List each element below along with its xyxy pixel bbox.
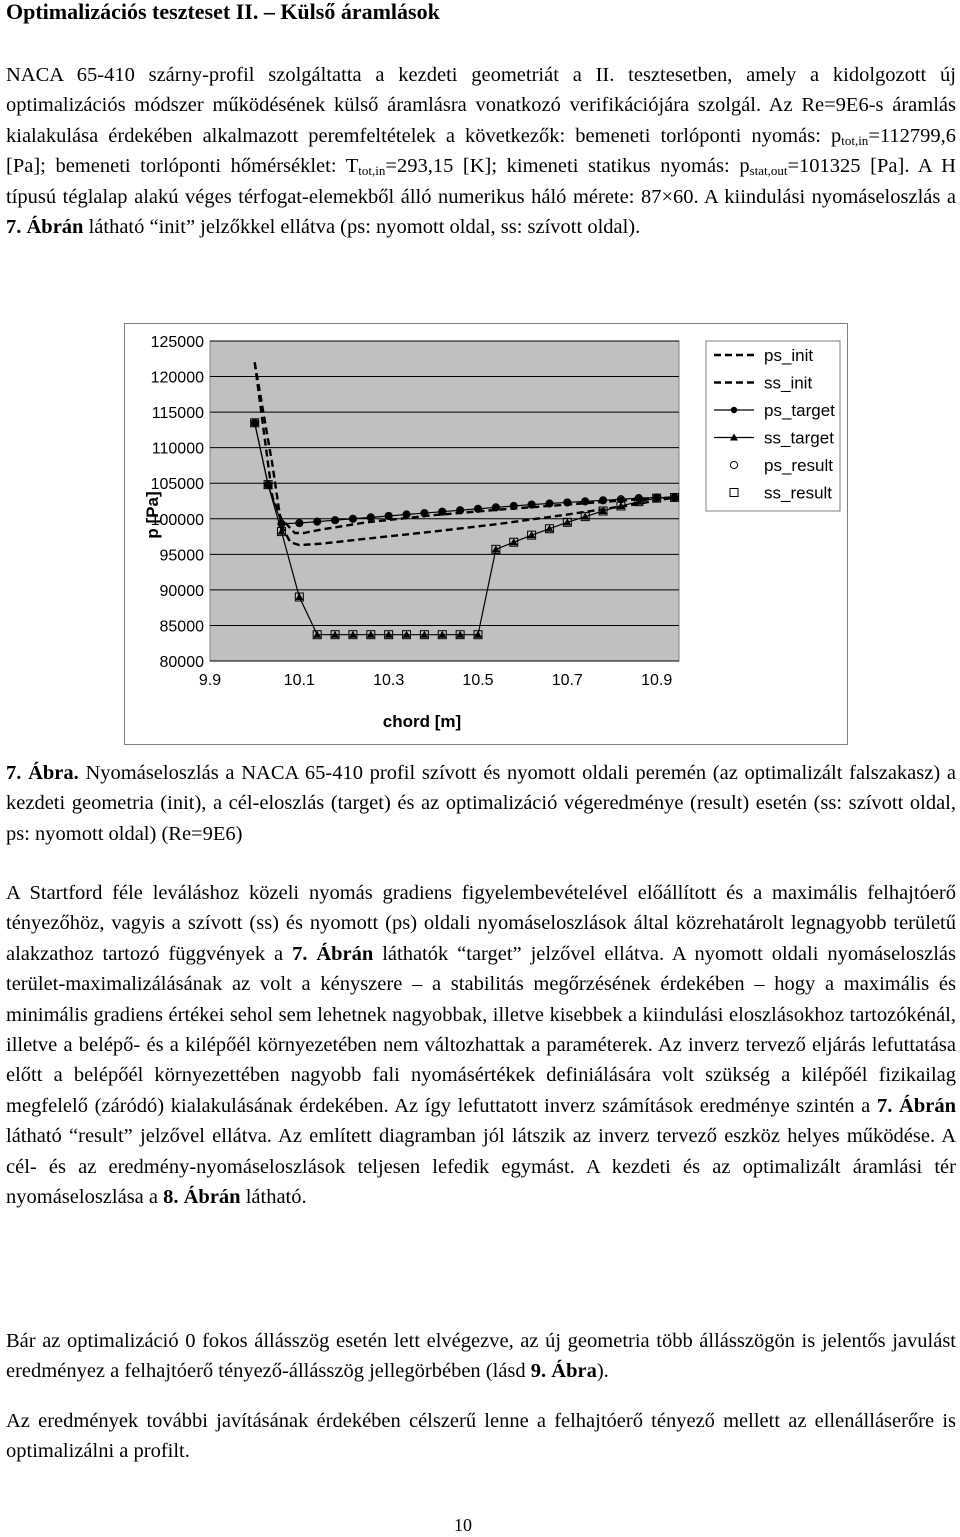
angle-paragraph <box>6 1326 956 1387</box>
x-tick-label: 10.9 <box>641 672 673 689</box>
section-heading: Optimalizációs teszteset II. – Külső áramlások <box>6 0 440 24</box>
figure-reference: 7. Ábrán <box>876 1094 956 1117</box>
legend-label: ss_result <box>764 483 833 503</box>
y-tick-label: 125000 <box>150 334 204 351</box>
x-tick-label: 10.7 <box>551 672 583 689</box>
figure-reference: 8. Ábrán <box>163 1186 241 1209</box>
target-text-2: láthatók “target” jelzővel ellátva. A nyomott oldali nyomáseloszlás terület-maximalizálásának az volt a kényszere – a stabilitás megőrzésének érdekében – hogy a maximális és minimális gradiens értékei sehol sem lehetnek nagyobbak, illetve kisebbek a kiindulási eloszlásokhoz tartozókénál, illetve a belépő- és a kilépőél környezetében nem változhattak a paraméterek. Az inverz tervező eljárás lefuttatása előtt a belépőél környezettében nagyobb fali nyomásértékek definiálására volt szükség a kilépőél fizikailag megfelelő (záródó) kialakulásának érdekében. Az így lefuttatott inverz számítások eredménye szintén a <box>6 942 956 1117</box>
legend-label: ps_init <box>764 346 814 365</box>
legend-label: ss_target <box>764 428 834 448</box>
x-tick-label: 10.1 <box>283 672 315 689</box>
legend-label: ss_init <box>764 373 813 393</box>
figure-caption <box>6 758 956 849</box>
legend-label: ps_target <box>764 401 835 420</box>
pressure-distribution-chart <box>124 323 848 745</box>
y-tick-label: 90000 <box>159 582 204 600</box>
x-axis-label: chord [m] <box>382 712 462 731</box>
plot-area <box>210 341 679 661</box>
y-tick-label: 80000 <box>159 654 204 671</box>
figure-reference: 7. Ábrán <box>292 942 374 965</box>
y-tick-label: 100000 <box>150 511 204 529</box>
y-tick-label: 105000 <box>150 476 204 494</box>
intro-text-4: =101325 [Pa]. A H típusú téglalap alakú véges térfogat-elemekből álló numerikus háló mérete: 87×60. A kiindulási nyomáseloszlás a <box>6 155 956 208</box>
intro-text-2: =112799,6 [Pa]; bemeneti torlóponti hőmérséklet: T <box>6 124 956 178</box>
subscript-tot-in: tot,in <box>841 132 869 148</box>
intro-text-3: =293,15 [K]; kimeneti statikus nyomás: p <box>385 155 750 178</box>
y-axis-label: p [Pa] <box>143 491 162 539</box>
y-tick-label: 95000 <box>159 547 204 565</box>
x-tick-label: 10.5 <box>462 672 494 689</box>
target-text-1: A Startford féle leváláshoz közeli nyomás gradiens figyelembevételével előállított és a maximális felhajtóerő tényezőhöz, vagyis a szívott (ss) és nyomott (ps) oldali nyomáseloszlások által közrehatárolt legnagyobb területű alakzathoz tartozó függvények a <box>6 882 956 965</box>
intro-paragraph <box>6 60 956 242</box>
y-tick-label: 120000 <box>150 369 204 387</box>
figure-reference: 7. Ábrán <box>6 216 84 239</box>
intro-text-1: NACA 65-410 szárny-profil szolgáltatta a kezdeti geometriát a II. tesztesetben, amely a kidolgozott új optimalizációs módszer működésének külső áramlásra vonatkozó verifikációjára szolgál. Az Re=9E6-s áramlás kialakulása érdekében alkalmazott peremfeltételek a következők: bemeneti torlóponti nyomás: p <box>6 64 956 147</box>
legend-label: ps_result <box>764 456 833 475</box>
caption-label: 7. Ábra. <box>6 762 79 784</box>
target-text-3: látható “result” jelzővel ellátva. Az említett diagramban jól látszik az inverz tervező eszköz helyes működése. A cél- és az eredmény-nyomáseloszlások teljesen lefedik egymást. A kezdeti és az optimalizált áramlási tér nyomáseloszlása a <box>6 1125 956 1209</box>
angle-text-1: Bár az optimalizáció 0 fokos állásszög esetén lett elvégezve, az új geometria több állásszögön is jelentős javulást eredményez a felhajtóerő tényező-állásszög jellegörbében (lásd <box>6 1330 956 1383</box>
y-tick-label: 110000 <box>151 440 204 458</box>
intro-text-5: látható “init” jelzőkkel ellátva (ps: nyomott oldal, ss: szívott oldal). <box>83 216 641 239</box>
outlook-paragraph: Az eredmények további javításának érdekében célszerű lenne a felhajtóerő tényező mellett az ellenálláserőre is optimalizálni a profilt. <box>6 1410 956 1463</box>
legend-marker <box>731 407 737 413</box>
x-tick-label: 9.9 <box>198 672 222 689</box>
angle-text-2: ). <box>596 1360 609 1383</box>
subscript-stat-out: stat,out <box>749 163 788 179</box>
page-number: 10 <box>454 1515 472 1535</box>
caption-text: Nyomáseloszlás a NACA 65-410 profil szívott és nyomott oldali peremén (az optimalizált falszakasz) a kezdeti geometria (init), a cél-eloszlás (target) és az optimalizáció végeredménye (result) esetén (ss: szívott oldal, ps: nyomott oldal) (Re=9E6) <box>6 762 956 845</box>
figure-reference: 9. Ábra <box>530 1360 597 1383</box>
subscript-tot-in-temp: tot,in <box>358 163 386 179</box>
x-tick-label: 10.3 <box>373 672 405 689</box>
y-tick-label: 115000 <box>151 405 204 423</box>
target-paragraph <box>6 878 956 1212</box>
y-tick-label: 85000 <box>159 618 204 636</box>
target-text-4: látható. <box>240 1186 307 1209</box>
